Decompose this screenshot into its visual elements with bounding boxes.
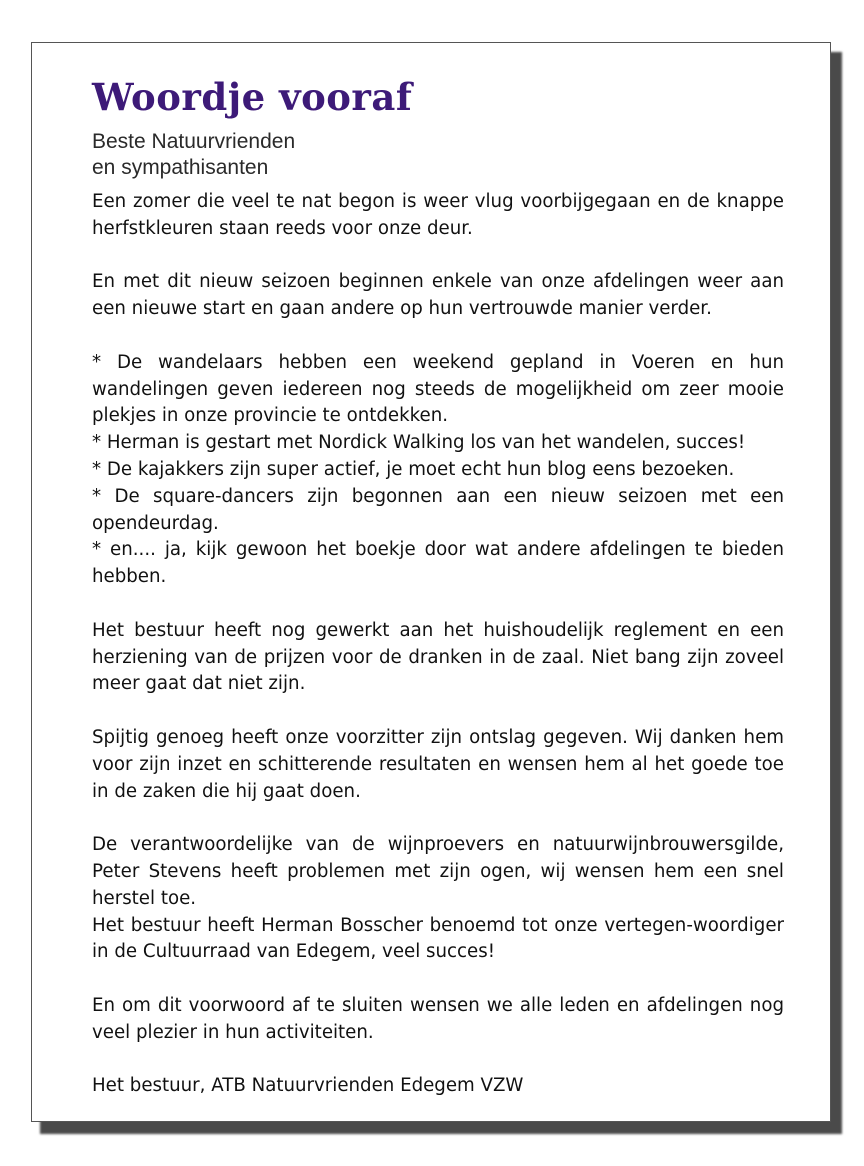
bullet-wandelaars: * De wandelaars hebben een weekend gepland in Voeren en hun wandelingen geven iedereen nog steeds de mogelijkheid om zeer mooie plekjes in onze provincie te ontdekken. (92, 351, 784, 427)
paragraph-closing: En om dit voorwoord af te sluiten wensen we alle leden en afdelingen nog veel plezier in hun activiteiten. (92, 994, 784, 1043)
bullet-kajakkers: * De kajakkers zijn super actief, je moet echt hun blog eens bezoeken. (92, 458, 735, 480)
salutation (92, 129, 295, 181)
signature: Het bestuur, ATB Natuurvrienden Edegem VZW (92, 1075, 524, 1097)
paragraph-voorzitter: Spijtig genoeg heeft onze voorzitter zijn ontslag gegeven. Wij danken hem voor zijn inzet en schitterende resultaten en wensen hem al het goede toe in de zaken die hij gaat doen. (92, 726, 784, 802)
paragraph-cultuurraad: Het bestuur heeft Herman Bosscher benoemd tot onze vertegen-woordiger in de Cultuurraad van Edegem, veel succes! (92, 914, 784, 963)
paragraph-bestuur: Het bestuur heeft nog gewerkt aan het huishoudelijk reglement en een herziening van de prijzen voor de dranken in de zaal. Niet bang zijn zoveel meer gaat dat niet zijn. (92, 619, 784, 695)
bullet-other-sections: * en.... ja, kijk gewoon het boekje door wat andere afdelingen te bieden hebben. (92, 539, 784, 588)
bullet-nordic-walking: * Herman is gestart met Nordick Walking los van het wandelen, succes! (92, 432, 746, 454)
salutation-line-1: Beste Natuurvrienden (92, 130, 296, 153)
paragraph-wijnproevers: De verantwoordelijke van de wijnproevers en natuurwijnbrouwersgilde, Peter Stevens heeft problemen met zijn ogen, wij wensen hem een snel herstel toe. (92, 834, 784, 909)
document-page (31, 42, 831, 1122)
bullet-square-dancers: * De square-dancers zijn begonnen aan een nieuw seizoen met een opendeurdag. (92, 485, 784, 534)
letter-body (92, 189, 784, 1100)
salutation-line-2: en sympathisanten (92, 156, 269, 179)
paragraph-new-season: En met dit nieuw seizoen beginnen enkele van onze afdelingen weer aan een nieuwe start en gaan andere op hun vertrouwde manier verder. (92, 271, 784, 320)
paragraph-intro: Een zomer die veel te nat begon is weer vlug voorbijgegaan en de knappe herfstkleuren staan reeds voor onze deur. (92, 191, 784, 239)
page-title: Woordje vooraf (92, 75, 413, 119)
